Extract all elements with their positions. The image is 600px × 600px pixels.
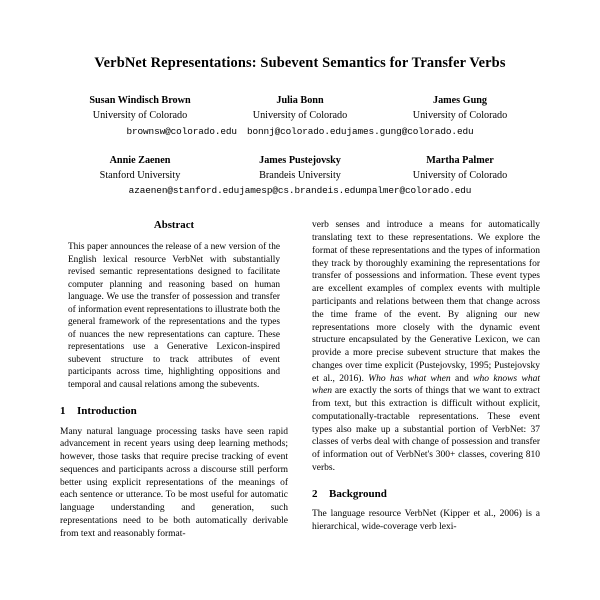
author-entry-5: [220, 154, 380, 184]
section-heading-introduction: [60, 405, 288, 418]
author-email[interactable]: mpalmer@colorado.edu: [360, 185, 472, 197]
background-paragraph: The language resource VerbNet (Kipper et al., 2006) is a hierarchical, wide-coverage verb lexi-: [312, 508, 540, 532]
section-title: Introduction: [77, 405, 137, 418]
author-affiliation: University of Colorado: [412, 169, 508, 181]
author-row-1: [60, 94, 540, 124]
author-email[interactable]: james.gung@colorado.edu: [346, 125, 474, 137]
paragraph-part-2: are exactly the sorts of things that we want to extract from text, but this extraction is difficult without explicit, computationally-tractable representations. These event types also make up a substantial portion of VerbNet: 37 classes of verbs deal with change of possession and transfer of information out of VerbNet's 300+ classes, covering 810 verbs.: [312, 386, 540, 473]
author-block: [60, 94, 540, 199]
italic-phrase-1: Who has what when: [368, 373, 451, 384]
right-column-paragraph: [312, 219, 540, 474]
section-heading-background: [312, 488, 540, 501]
author-email[interactable]: brownsw@colorado.edu: [126, 125, 237, 137]
author-affiliation: Stanford University: [99, 169, 181, 181]
introduction-paragraph: Many natural language processing tasks have seen rapid advancement in recent years using deep learning methods; however, those tasks that require precise tracking of event sequences and participants across a discourse still perform better using explicit representations of the meanings of each sentence or utterance. To be most useful for automatic language understanding and generation, such representations need to be both automatically derivable from text and reasonably format-: [60, 426, 288, 539]
left-column: [60, 219, 288, 540]
author-entry-2: [220, 94, 380, 124]
right-column: [312, 219, 540, 533]
email-gap: [237, 124, 247, 140]
author-name: Susan Windisch Brown: [89, 95, 191, 107]
body-columns: [60, 219, 540, 540]
abstract-heading: Abstract: [153, 219, 195, 232]
author-affiliation: Brandeis University: [259, 169, 341, 181]
section-title: Background: [329, 487, 387, 500]
author-entry-4: [60, 154, 220, 184]
author-entry-3: [380, 94, 540, 124]
section-number: 1: [60, 405, 66, 418]
author-affiliation: University of Colorado: [252, 110, 348, 122]
author-row-2: [60, 154, 540, 184]
abstract-text: This paper announces the release of a new version of the English lexical resource VerbNet with substantially revised semantic representations designed to facilitate computer planning and reasoning based on human language. We use the transfer of possession and transfer of information event representations to illustrate both the general framework of the representations and the types of nuances the new representations can capture. These representations use a Generative Lexicon-inspired subevent structure to track attributes of event participants across time, highlighting oppositions and temporal and causal relations among the subevents.: [68, 242, 280, 390]
italic-phrase-2: who knows what when: [312, 373, 540, 397]
author-name: Julia Bonn: [276, 95, 324, 107]
author-entry-1: [60, 94, 220, 124]
page-title: VerbNet Representations: Subevent Semantics for Transfer Verbs: [94, 55, 506, 71]
author-email[interactable]: azaenen@stanford.edu: [128, 185, 240, 197]
author-email[interactable]: bonnj@colorado.edu: [246, 125, 347, 137]
conjunction: and: [450, 373, 474, 384]
author-emails-row-1: [60, 124, 540, 140]
author-name: Annie Zaenen: [109, 154, 171, 166]
abstract-body: [60, 241, 288, 391]
section-number: 2: [312, 487, 318, 500]
author-email[interactable]: jamesp@cs.brandeis.edu: [239, 185, 361, 197]
author-emails-row-2: [60, 183, 540, 199]
author-affiliation: University of Colorado: [412, 110, 508, 122]
author-entry-6: [380, 154, 540, 184]
author-affiliation: University of Colorado: [92, 110, 188, 122]
author-name: James Pustejovsky: [259, 154, 341, 166]
author-name: Martha Palmer: [426, 154, 494, 166]
author-name: James Gung: [432, 95, 488, 107]
paragraph-part-1: verb senses and introduce a means for automatically translating text to these representations. We explore the format of these representations and the types of information they track by thoroughly examining the representations for transfer of possessions and information. These event types are excellent examples of complex events with multiple participants and relations between them that change across the time frame of the event. By aligning our new representations more closely with the dynamic event structure encapsulated by the Generative Lexicon, we can provide a more precise subevent structure that makes the changes over time explicit (Pustejovsky, 1995; Pustejovsky et al., 2016).: [312, 220, 540, 384]
